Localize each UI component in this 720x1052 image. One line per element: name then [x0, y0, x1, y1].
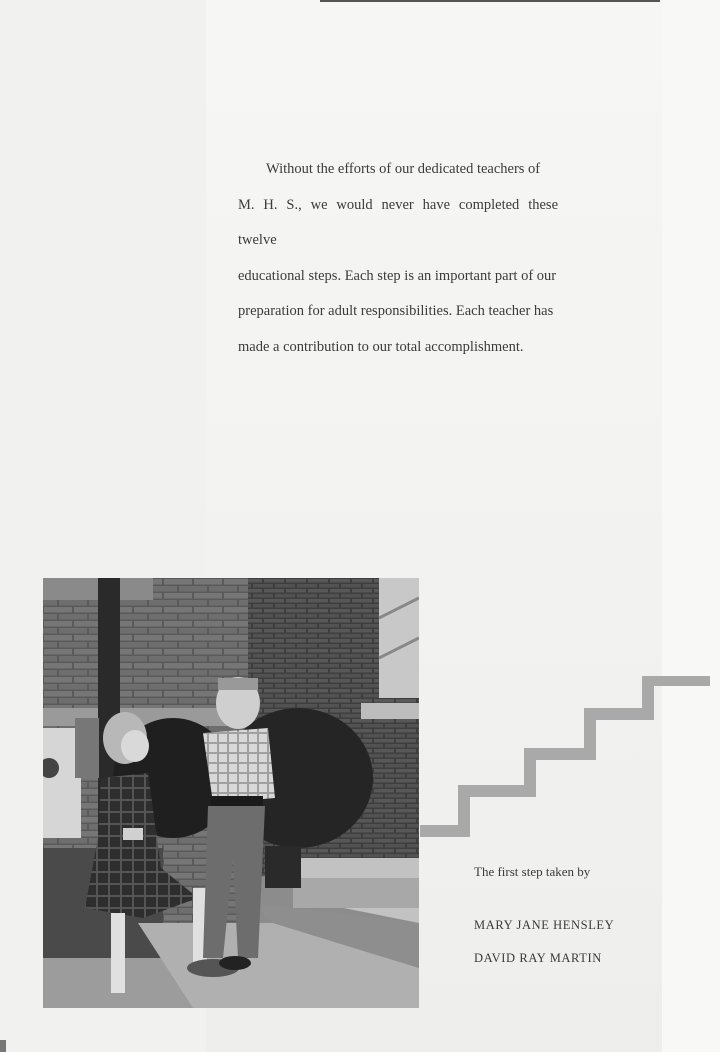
caption-name-2: DAVID RAY MARTIN [474, 951, 602, 965]
page-corner-mark [0, 1040, 6, 1052]
intro-line-2: M. H. S., we would never have completed these twelve [238, 196, 558, 248]
children-photo [43, 578, 419, 1008]
intro-line-3: educational steps. Each step is an important part of our [238, 267, 557, 284]
photo-caption [474, 864, 694, 984]
caption-name-1: MARY JANE HENSLEY [474, 918, 615, 932]
intro-line-1: Without the efforts of our dedicated teachers of [266, 161, 541, 177]
photo-illustration [43, 578, 419, 1008]
intro-line-4: preparation for adult responsibilities. Each teacher has [238, 303, 554, 319]
intro-paragraph [238, 152, 558, 365]
staircase-graphic [420, 676, 712, 846]
intro-line-5: made a contribution to our total accomplishment. [238, 338, 524, 355]
stair-path [420, 680, 710, 831]
caption-lead: The first step taken by [474, 864, 591, 879]
top-rule [320, 0, 660, 2]
